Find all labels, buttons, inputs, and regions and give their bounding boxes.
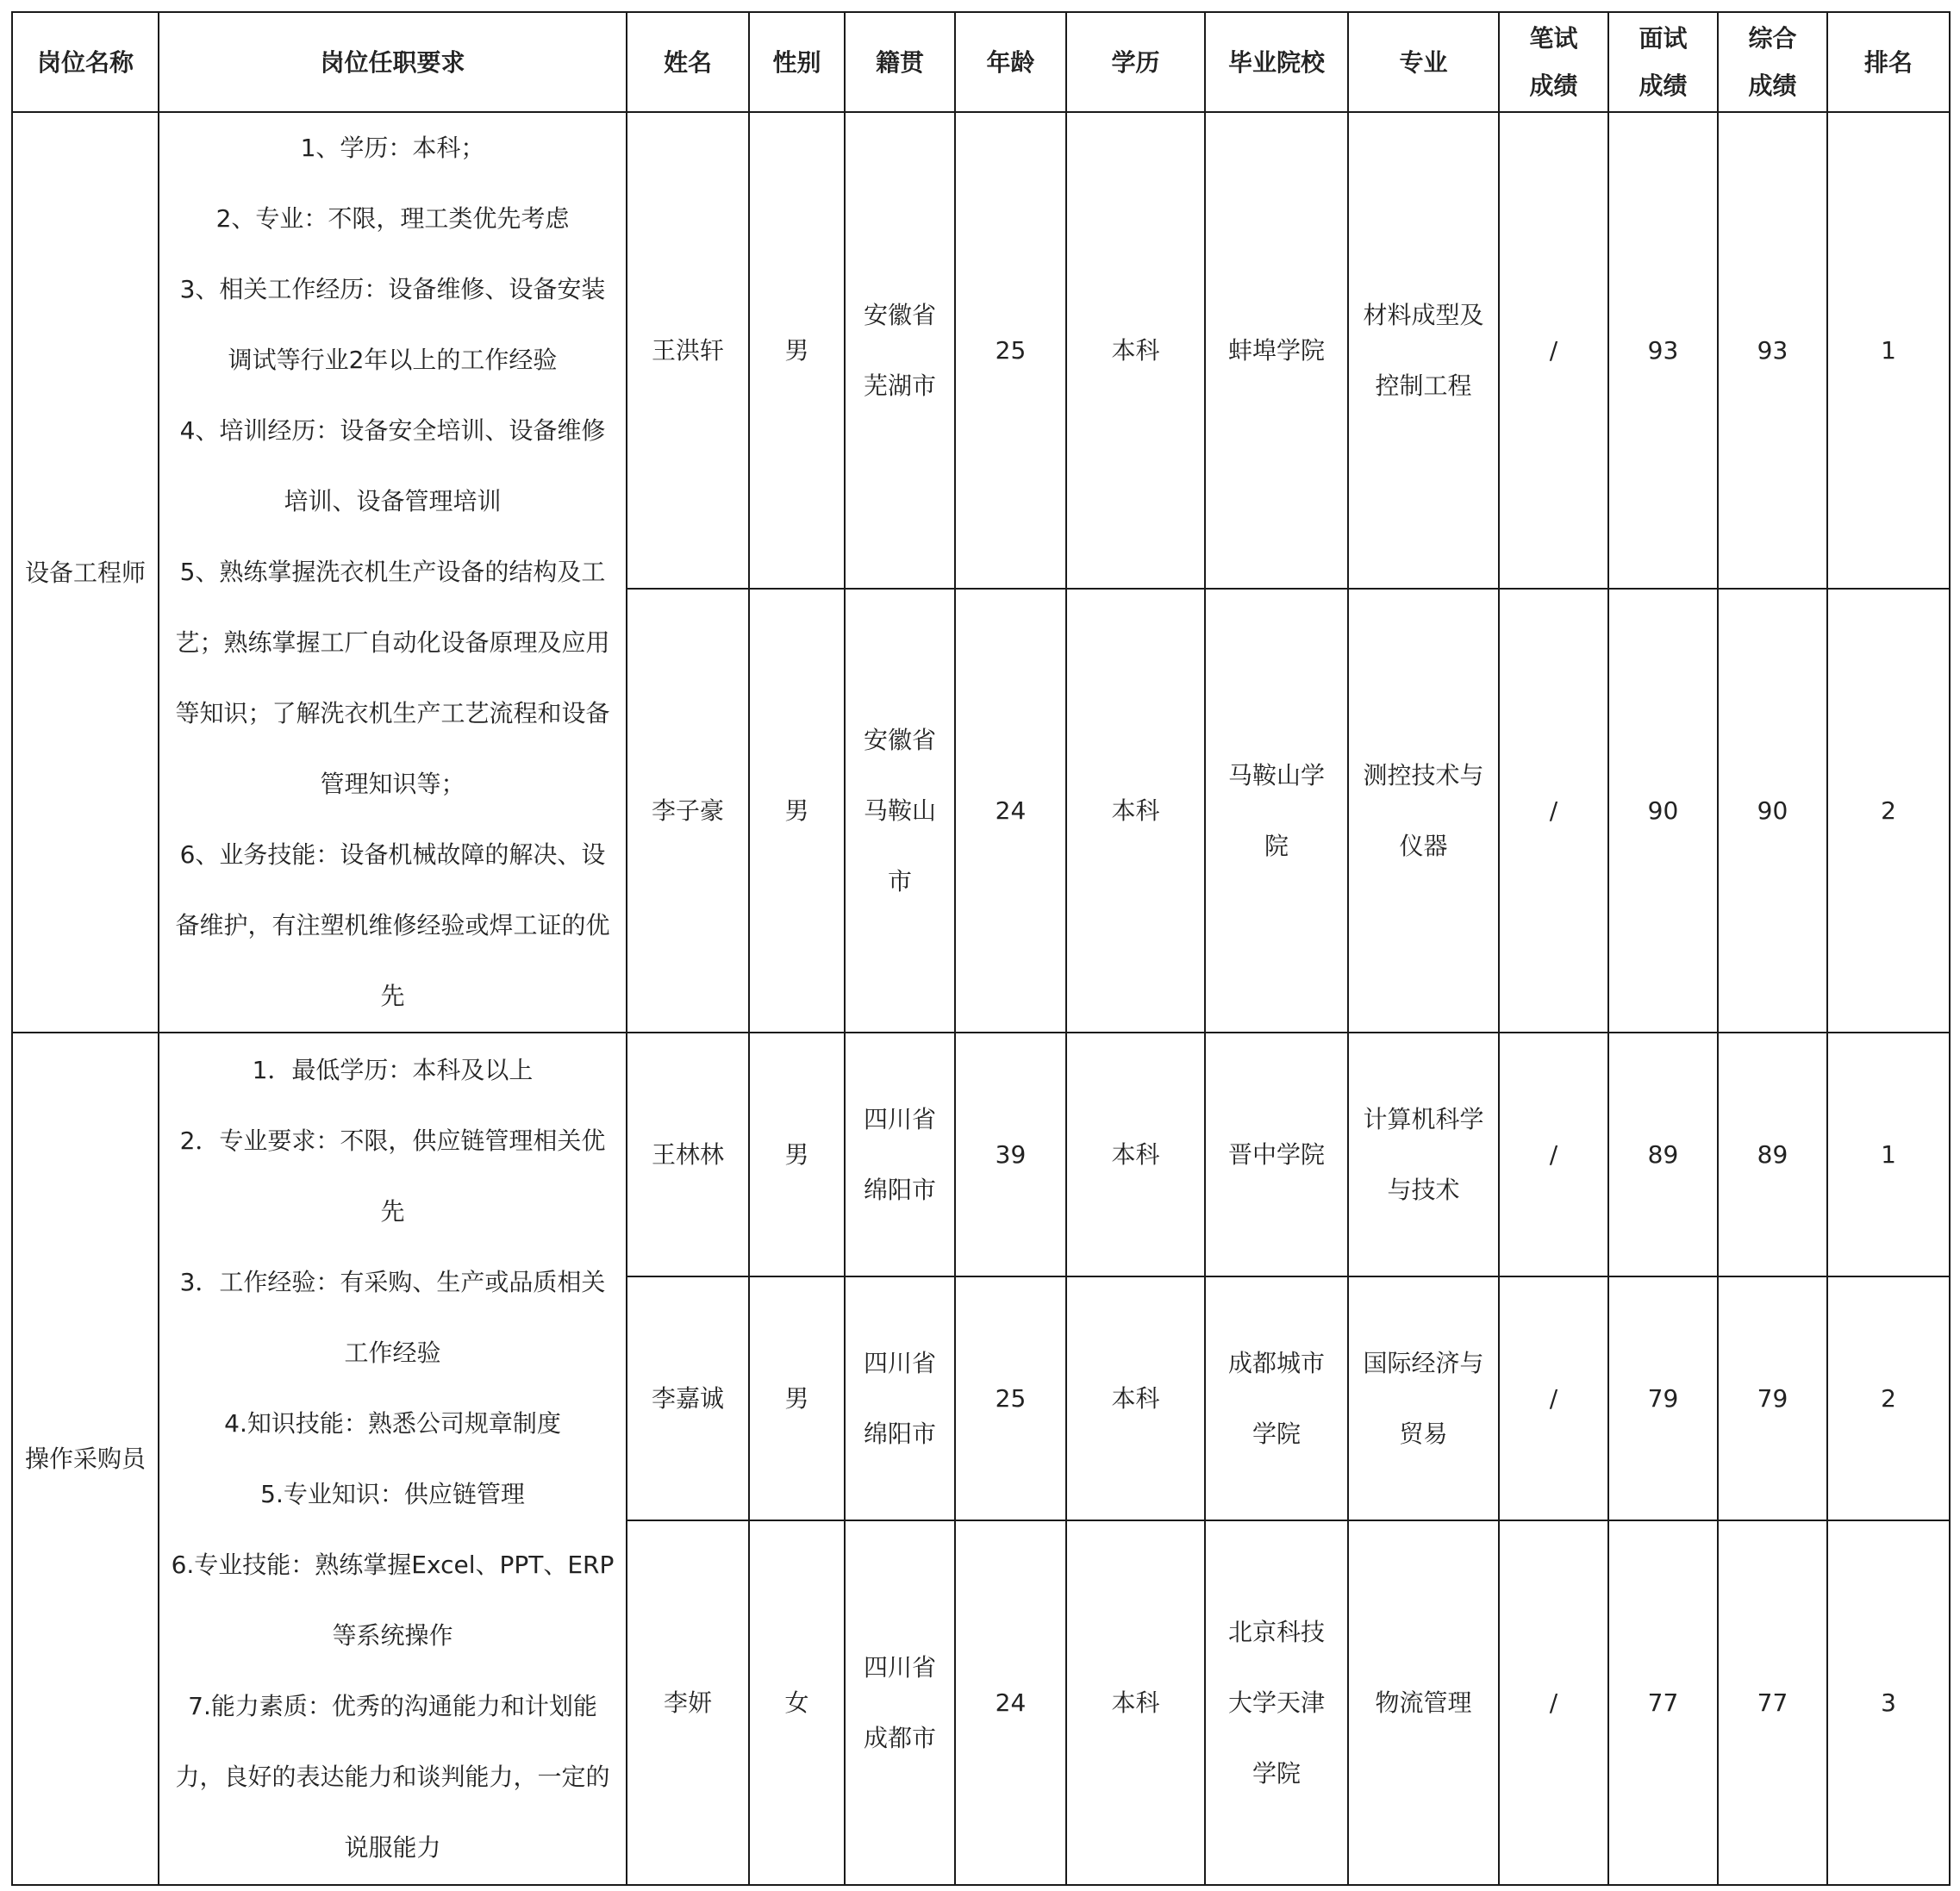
candidate-hometown — [845, 1033, 955, 1276]
position-requirements — [159, 112, 627, 1033]
candidate-gender: 男 — [749, 1276, 845, 1520]
candidate-name: 李嘉诚 — [627, 1276, 749, 1520]
candidate-major-line: 材料成型及 — [1363, 300, 1484, 329]
candidate-major-line: 仪器 — [1399, 831, 1448, 860]
candidate-education: 本科 — [1066, 112, 1205, 589]
candidate-written-score: / — [1499, 589, 1608, 1033]
candidate-school — [1205, 1276, 1348, 1520]
candidate-major-line: 贸易 — [1399, 1419, 1448, 1448]
header-row — [12, 12, 1950, 112]
requirement-line: 培训、设备管理培训 — [284, 487, 502, 515]
candidate-total-score: 77 — [1718, 1520, 1827, 1885]
candidate-major — [1348, 112, 1499, 589]
candidate-hometown-line: 市 — [887, 866, 912, 896]
candidate-age: 24 — [955, 589, 1066, 1033]
candidate-written-score: / — [1499, 1520, 1608, 1885]
candidate-major-line: 国际经济与 — [1363, 1348, 1484, 1377]
candidate-hometown-line: 绵阳市 — [863, 1419, 936, 1448]
requirement-line: 1．最低学历：本科及以上 — [252, 1055, 534, 1084]
candidate-hometown-line: 四川省 — [863, 1348, 936, 1377]
header-total-line-1: 综合 — [1748, 24, 1797, 53]
candidate-major — [1348, 1276, 1499, 1520]
candidate-education: 本科 — [1066, 1520, 1205, 1885]
position-name: 操作采购员 — [12, 1033, 159, 1885]
candidate-school-line: 院 — [1264, 831, 1289, 860]
requirement-line: 等知识；了解洗衣机生产工艺流程和设备 — [175, 699, 610, 727]
results-table — [11, 11, 1951, 1886]
candidate-gender: 男 — [749, 1033, 845, 1276]
candidate-hometown-line: 成都市 — [863, 1723, 936, 1752]
candidate-hometown — [845, 1276, 955, 1520]
candidate-school-line: 学院 — [1252, 1758, 1301, 1788]
header-total-line-2: 成绩 — [1748, 72, 1797, 100]
candidate-total-score: 93 — [1718, 112, 1827, 589]
header-interview-line-1: 面试 — [1639, 24, 1688, 53]
requirement-line: 2、专业：不限，理工类优先考虑 — [215, 204, 570, 233]
candidate-school — [1205, 112, 1348, 589]
candidate-school-line: 学院 — [1252, 1419, 1301, 1448]
requirement-line: 4.知识技能：熟悉公司规章制度 — [224, 1408, 561, 1438]
header-requirements: 岗位任职要求 — [159, 12, 627, 112]
candidate-school-line: 马鞍山学 — [1227, 760, 1325, 789]
candidate-major — [1348, 589, 1499, 1033]
table-body — [12, 112, 1950, 1885]
candidate-hometown-line: 安徽省 — [863, 300, 936, 329]
candidate-major — [1348, 1033, 1499, 1276]
candidate-major-line: 控制工程 — [1375, 371, 1472, 400]
candidate-major-line: 与技术 — [1387, 1175, 1460, 1204]
candidate-total-score: 90 — [1718, 589, 1827, 1033]
requirement-line: 等系统操作 — [332, 1620, 453, 1650]
candidate-rank: 2 — [1827, 1276, 1950, 1520]
requirement-line: 5.专业知识：供应链管理 — [260, 1479, 525, 1508]
header-written-line-1: 笔试 — [1529, 24, 1578, 53]
candidate-written-score: / — [1499, 1276, 1608, 1520]
candidate-interview-score: 77 — [1608, 1520, 1718, 1885]
requirement-line: 4、培训经历：设备安全培训、设备维修 — [179, 416, 606, 445]
requirement-line: 3、相关工作经历：设备维修、设备安装 — [179, 275, 606, 303]
candidate-school — [1205, 589, 1348, 1033]
candidate-school-line: 蚌埠学院 — [1227, 335, 1325, 365]
candidate-written-score: / — [1499, 1033, 1608, 1276]
candidate-rank: 1 — [1827, 1033, 1950, 1276]
candidate-age: 24 — [955, 1520, 1066, 1885]
candidate-hometown-line: 四川省 — [863, 1652, 936, 1682]
candidate-education: 本科 — [1066, 1033, 1205, 1276]
candidate-school-line: 成都城市 — [1227, 1348, 1325, 1377]
candidate-rank: 1 — [1827, 112, 1950, 589]
candidate-major — [1348, 1520, 1499, 1885]
header-gender: 性别 — [749, 12, 845, 112]
candidate-rank: 3 — [1827, 1520, 1950, 1885]
requirement-line: 先 — [380, 982, 405, 1010]
candidate-name: 王林林 — [627, 1033, 749, 1276]
requirement-line: 2．专业要求：不限，供应链管理相关优 — [179, 1126, 606, 1155]
requirement-line: 6、业务技能：设备机械故障的解决、设 — [179, 840, 606, 869]
header-major: 专业 — [1348, 12, 1499, 112]
candidate-interview-score: 79 — [1608, 1276, 1718, 1520]
table-row — [12, 1033, 1950, 1276]
candidate-hometown-line: 四川省 — [863, 1104, 936, 1133]
table-row — [12, 112, 1950, 589]
candidate-name: 王洪轩 — [627, 112, 749, 589]
candidate-school-line: 大学天津 — [1227, 1688, 1325, 1717]
candidate-school — [1205, 1033, 1348, 1276]
header-rank: 排名 — [1827, 12, 1950, 112]
candidate-education: 本科 — [1066, 589, 1205, 1033]
header-school: 毕业院校 — [1205, 12, 1348, 112]
header-age: 年龄 — [955, 12, 1066, 112]
requirement-line: 6.专业技能：熟练掌握Excel、PPT、ERP — [171, 1550, 615, 1579]
candidate-age: 25 — [955, 112, 1066, 589]
header-hometown: 籍贯 — [845, 12, 955, 112]
header-position: 岗位名称 — [12, 12, 159, 112]
header-interview-score — [1608, 12, 1718, 112]
candidate-name: 李妍 — [627, 1520, 749, 1885]
requirement-line: 力，良好的表达能力和谈判能力，一定的 — [175, 1762, 610, 1791]
requirement-line: 艺；熟练掌握工厂自动化设备原理及应用 — [175, 628, 610, 657]
candidate-hometown-line: 马鞍山 — [863, 796, 936, 825]
candidate-hometown — [845, 1520, 955, 1885]
requirement-line: 工作经验 — [344, 1338, 441, 1367]
candidate-name: 李子豪 — [627, 589, 749, 1033]
candidate-major-line: 物流管理 — [1375, 1688, 1472, 1717]
candidate-school-line: 晋中学院 — [1227, 1139, 1325, 1169]
header-written-score — [1499, 12, 1608, 112]
position-name: 设备工程师 — [12, 112, 159, 1033]
requirement-line: 7.能力素质：优秀的沟通能力和计划能 — [188, 1691, 597, 1720]
requirement-line: 管理知识等； — [320, 770, 465, 798]
candidate-hometown — [845, 589, 955, 1033]
requirement-line: 备维护，有注塑机维修经验或焊工证的优 — [175, 911, 610, 939]
requirement-line: 1、学历：本科； — [300, 134, 485, 162]
candidate-interview-score: 90 — [1608, 589, 1718, 1033]
candidate-school — [1205, 1520, 1348, 1885]
candidate-hometown-line: 安徽省 — [863, 725, 936, 754]
candidate-gender: 女 — [749, 1520, 845, 1885]
candidate-hometown-line: 芜湖市 — [863, 371, 936, 400]
position-requirements — [159, 1033, 627, 1885]
candidate-gender: 男 — [749, 112, 845, 589]
candidate-rank: 2 — [1827, 589, 1950, 1033]
requirement-line: 3．工作经验：有采购、生产或品质相关 — [179, 1267, 606, 1296]
candidate-hometown — [845, 112, 955, 589]
candidate-total-score: 79 — [1718, 1276, 1827, 1520]
candidate-major-line: 计算机科学 — [1363, 1104, 1484, 1133]
header-written-line-2: 成绩 — [1529, 72, 1578, 100]
candidate-written-score: / — [1499, 112, 1608, 589]
requirement-line: 说服能力 — [344, 1832, 441, 1862]
candidate-education: 本科 — [1066, 1276, 1205, 1520]
header-education: 学历 — [1066, 12, 1205, 112]
requirement-line: 调试等行业2年以上的工作经验 — [228, 346, 558, 374]
header-total-score — [1718, 12, 1827, 112]
candidate-school-line: 北京科技 — [1227, 1617, 1325, 1646]
requirement-line: 先 — [380, 1196, 405, 1226]
candidate-interview-score: 93 — [1608, 112, 1718, 589]
candidate-major-line: 测控技术与 — [1363, 760, 1484, 789]
candidate-interview-score: 89 — [1608, 1033, 1718, 1276]
candidate-hometown-line: 绵阳市 — [863, 1175, 936, 1204]
candidate-age: 39 — [955, 1033, 1066, 1276]
candidate-total-score: 89 — [1718, 1033, 1827, 1276]
candidate-age: 25 — [955, 1276, 1066, 1520]
requirement-line: 5、熟练掌握洗衣机生产设备的结构及工 — [179, 558, 606, 586]
candidate-gender: 男 — [749, 589, 845, 1033]
header-interview-line-2: 成绩 — [1639, 72, 1688, 100]
header-name: 姓名 — [627, 12, 749, 112]
